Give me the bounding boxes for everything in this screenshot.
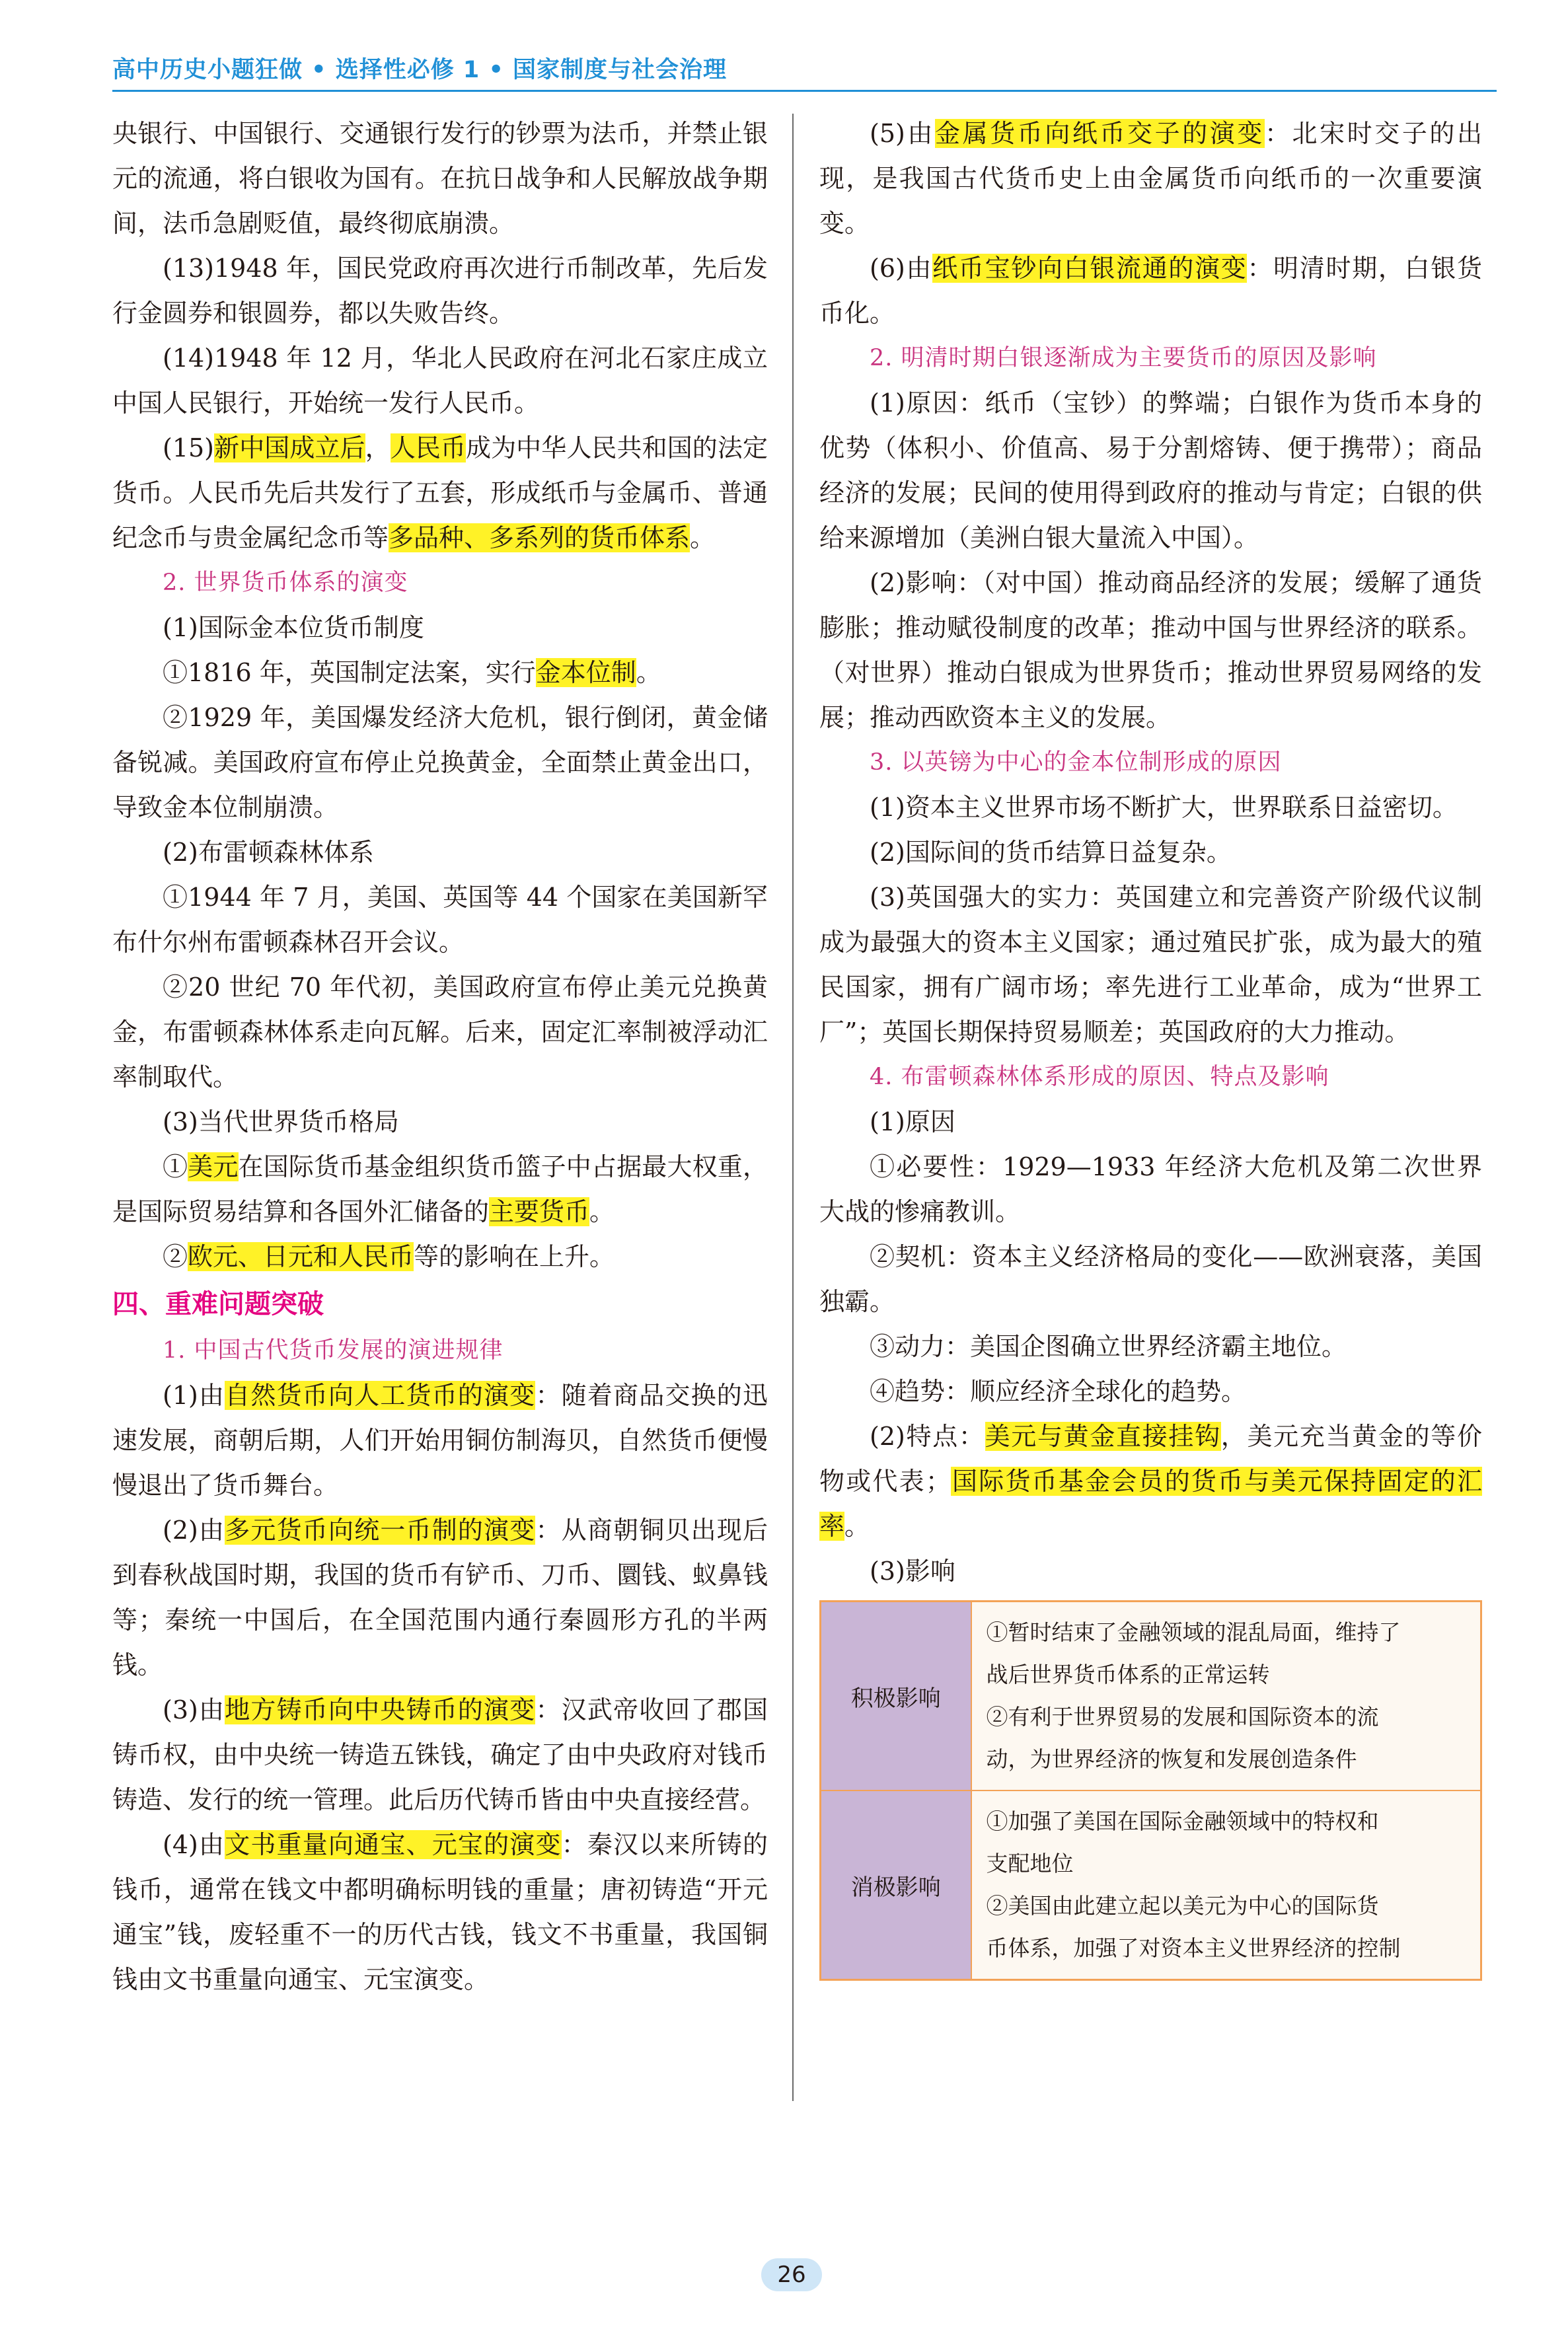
paragraph-evolution-5: [819, 111, 1482, 246]
paragraph-evolution-1: [112, 1373, 768, 1508]
paragraph-evolution-2: [112, 1508, 768, 1687]
subsection-title-bretton: 4. 布雷顿森林体系形成的原因、特点及影响: [870, 1064, 1329, 1090]
paragraph-pound-2: (2)国际间的货币结算日益复杂。: [870, 838, 1232, 867]
paragraph-item-13: (13)1948 年，国民党政府再次进行币制改革，先后发行金圆券和银圆券，都以失败告终。: [112, 254, 768, 328]
subsection-title-pound-gold: 3. 以英镑为中心的金本位制形成的原因: [870, 749, 1282, 776]
highlight: 主要货币: [489, 1197, 590, 1226]
highlight: 国际货币基金会员的货币与美元保持固定的汇率: [819, 1467, 1482, 1541]
table-line: 动，为世界经济的恢复和发展创造条件: [986, 1746, 1357, 1772]
highlight: 美元: [188, 1152, 239, 1181]
negative-impact-content: [971, 1790, 1481, 1980]
paragraph-gold-standard-2: ②1929 年，美国爆发经济大危机，银行倒闭，黄金储备锐减。美国政府宣布停止兑换黄金，全面禁止黄金出口，导致金本位制崩溃。: [112, 703, 768, 822]
positive-impact-content: [971, 1602, 1481, 1791]
text: 等的影响在上升。: [414, 1242, 615, 1271]
highlight: 文书重量向通宝、元宝的演变: [225, 1830, 562, 1859]
highlight: 地方铸币向中央铸币的演变: [225, 1695, 536, 1724]
paragraph-bretton-woods-1: ①1944 年 7 月，美国、英国等 44 个国家在美国新罕布什尔州布雷顿森林召开会议。: [112, 883, 768, 957]
text: (15): [163, 433, 215, 462]
text: 。: [589, 1197, 615, 1226]
highlight: 金属货币向纸币交子的演变: [934, 119, 1265, 148]
highlight: 金本位制: [535, 658, 636, 687]
text: (5)由: [870, 119, 935, 148]
paragraph-contemporary: (3)当代世界货币格局: [163, 1107, 399, 1136]
paragraph-bretton-woods: (2)布雷顿森林体系: [163, 838, 374, 867]
paragraph-bretton-woods-2: ②20 世纪 70 年代初，美国政府宣布停止美元兑换黄金，布雷顿森林体系走向瓦解。后来，固定汇率制被浮动汇率制取代。: [112, 973, 768, 1091]
text: 。: [636, 658, 661, 687]
paragraph-bretton-features: [819, 1414, 1482, 1549]
text: 成为中华人民共和国的法定货币。人民币先后共发行了五套，形成纸币与金属币、普通纪念币与贵金属纪念币等: [112, 433, 768, 552]
highlight: 新中国成立后: [214, 433, 365, 462]
text: ①1816 年，英国制定法案，实行: [163, 658, 536, 687]
paragraph-bretton-causes: (1)原因: [870, 1107, 955, 1136]
text: ，美元充当黄金的等价物或代表；: [819, 1422, 1482, 1496]
table-line: ①加强了美国在国际金融领域中的特权和: [986, 1808, 1379, 1834]
text: (2)由: [163, 1516, 225, 1545]
text: (6)由: [870, 254, 933, 283]
paragraph-bretton-cause-4: ④趋势：顺应经济全球化的趋势。: [870, 1377, 1247, 1406]
paragraph-pound-1: (1)资本主义世界市场不断扩大，世界联系日益密切。: [870, 793, 1458, 822]
paragraph-bretton-cause-1: ①必要性：1929—1933 年经济大危机及第二次世界大战的惨痛教训。: [819, 1152, 1482, 1226]
section-title-key-problems: 四、重难问题突破: [112, 1289, 324, 1319]
paragraph-bretton-cause-3: ③动力：美国企图确立世界经济霸主地位。: [870, 1332, 1347, 1361]
text: ：北宋时交子的出现，是我国古代货币史上由金属货币向纸币的一次重要演变。: [819, 119, 1482, 238]
paragraph-evolution-6: [819, 246, 1482, 336]
text: 在国际货币基金组织货币篮子中占据最大权重，是国际贸易结算和各国外汇储备的: [112, 1152, 768, 1226]
highlight: 美元与黄金直接挂钩: [985, 1422, 1221, 1451]
paragraph-item-14: (14)1948 年 12 月，华北人民政府在河北石家庄成立中国人民银行，开始统一发行人民币。: [112, 344, 768, 418]
running-header: 高中历史小题狂做 • 选择性必修 1 • 国家制度与社会治理: [112, 57, 728, 83]
paragraph-bretton-cause-2: ②契机：资本主义经济格局的变化——欧洲衰落，美国独霸。: [819, 1242, 1482, 1316]
subsection-title-ancient-currency: 1. 中国古代货币发展的演进规律: [163, 1337, 504, 1364]
table-line: ①暂时结束了金融领域的混乱局面，维持了: [986, 1619, 1401, 1645]
highlight: 欧元、日元和人民币: [188, 1242, 414, 1271]
text: 。: [690, 523, 716, 552]
paragraph-contemporary-2: [112, 1234, 768, 1279]
text: ：汉武帝收回了郡国铸币权，由中央统一铸造五铢钱，确定了由中央政府对钱币铸造、发行的统一管理。此后历代铸币皆由中央直接经营。: [112, 1695, 768, 1814]
text: ：从商朝铜贝出现后到春秋战国时期，我国的货币有铲币、刀币、圜钱、蚁鼻钱等；秦统一中国后，在全国范围内通行秦圆形方孔的半两钱。: [112, 1516, 768, 1679]
text: 。: [844, 1512, 870, 1541]
paragraph-gold-standard-1: [112, 650, 768, 695]
table-row: [821, 1602, 1481, 1791]
text: ：秦汉以来所铸的钱币，通常在钱文中都明确标明钱的重量；唐初铸造“开元通宝”钱，废轻重不一的历代古钱，钱文不书重量，我国铜钱由文书重量向通宝、元宝演变。: [112, 1830, 768, 1994]
subsection-title-silver: 2. 明清时期白银逐渐成为主要货币的原因及影响: [870, 345, 1377, 371]
negative-impact-label: 消极影响: [821, 1790, 971, 1980]
positive-impact-label: 积极影响: [821, 1602, 971, 1791]
subsection-title-world-currency: 2. 世界货币体系的演变: [163, 570, 408, 596]
paragraph-gold-standard: (1)国际金本位货币制度: [163, 613, 424, 642]
text: (2)特点：: [870, 1422, 985, 1451]
highlight: 自然货币向人工货币的演变: [225, 1381, 536, 1410]
table-line: 战后世界货币体系的正常运转: [986, 1662, 1270, 1687]
left-column: [112, 111, 768, 2002]
table-row: [821, 1790, 1481, 1980]
highlight: 人民币: [390, 433, 466, 462]
paragraph-contemporary-1: [112, 1144, 768, 1234]
table-line: 币体系，加强了对资本主义世界经济的控制: [986, 1935, 1401, 1961]
paragraph-fabi-continued: 央银行、中国银行、交通银行发行的钞票为法币，并禁止银元的流通，将白银收为国有。在抗日战争和人民解放战争期间，法币急剧贬值，最终彻底崩溃。: [112, 119, 768, 238]
column-divider: [792, 114, 794, 2101]
paragraph-item-15: [112, 425, 768, 560]
text: (3)由: [163, 1695, 225, 1724]
paragraph-bretton-impact: (3)影响: [870, 1557, 955, 1586]
paragraph-evolution-4: [112, 1822, 768, 2002]
highlight: 多元货币向统一币制的演变: [225, 1516, 536, 1545]
table-line: ②有利于世界贸易的发展和国际资本的流: [986, 1704, 1379, 1730]
paragraph-silver-causes: (1)原因：纸币（宝钞）的弊端；白银作为货币本身的优势（体积小、价值高、易于分割熔铸、便于携带）；商品经济的发展；民间的使用得到政府的推动与肯定；白银的供给来源增加（美洲白银大量流入中国）。: [819, 388, 1482, 552]
header-rule: [112, 90, 1497, 92]
right-column: [819, 111, 1482, 1981]
text: ②: [163, 1242, 188, 1271]
text: ：随着商品交换的迅速发展，商朝后期，人们开始用铜仿制海贝，自然货币便慢慢退出了货币舞台。: [112, 1381, 768, 1500]
paragraph-silver-impact: (2)影响：（对中国）推动商品经济的发展；缓解了通货膨胀；推动赋役制度的改革；推动中国与世界经济的联系。（对世界）推动白银成为世界货币；推动世界贸易网络的发展；推动西欧资本主义的发展。: [819, 568, 1482, 732]
highlight: 纸币宝钞向白银流通的演变: [932, 254, 1248, 283]
paragraph-pound-3: (3)英国强大的实力：英国建立和完善资产阶级代议制成为最强大的资本主义国家；通过殖民扩张，成为最大的殖民国家，拥有广阔市场；率先进行工业革命，成为“世界工厂”；英国长期保持贸易顺差；英国政府的大力推动。: [819, 883, 1482, 1047]
text: ：明清时期，白银货币化。: [819, 254, 1482, 328]
table-line: 支配地位: [986, 1851, 1074, 1876]
paragraph-evolution-3: [112, 1687, 768, 1822]
highlight: 多品种、多系列的货币体系: [389, 523, 691, 552]
text: ①: [163, 1152, 188, 1181]
text: (1)由: [163, 1381, 225, 1410]
impact-table: [819, 1600, 1482, 1981]
text: (4)由: [163, 1830, 225, 1859]
page-number: 26: [761, 2258, 822, 2291]
text: ，: [365, 433, 391, 462]
table-line: ②美国由此建立起以美元为中心的国际货: [986, 1893, 1379, 1919]
